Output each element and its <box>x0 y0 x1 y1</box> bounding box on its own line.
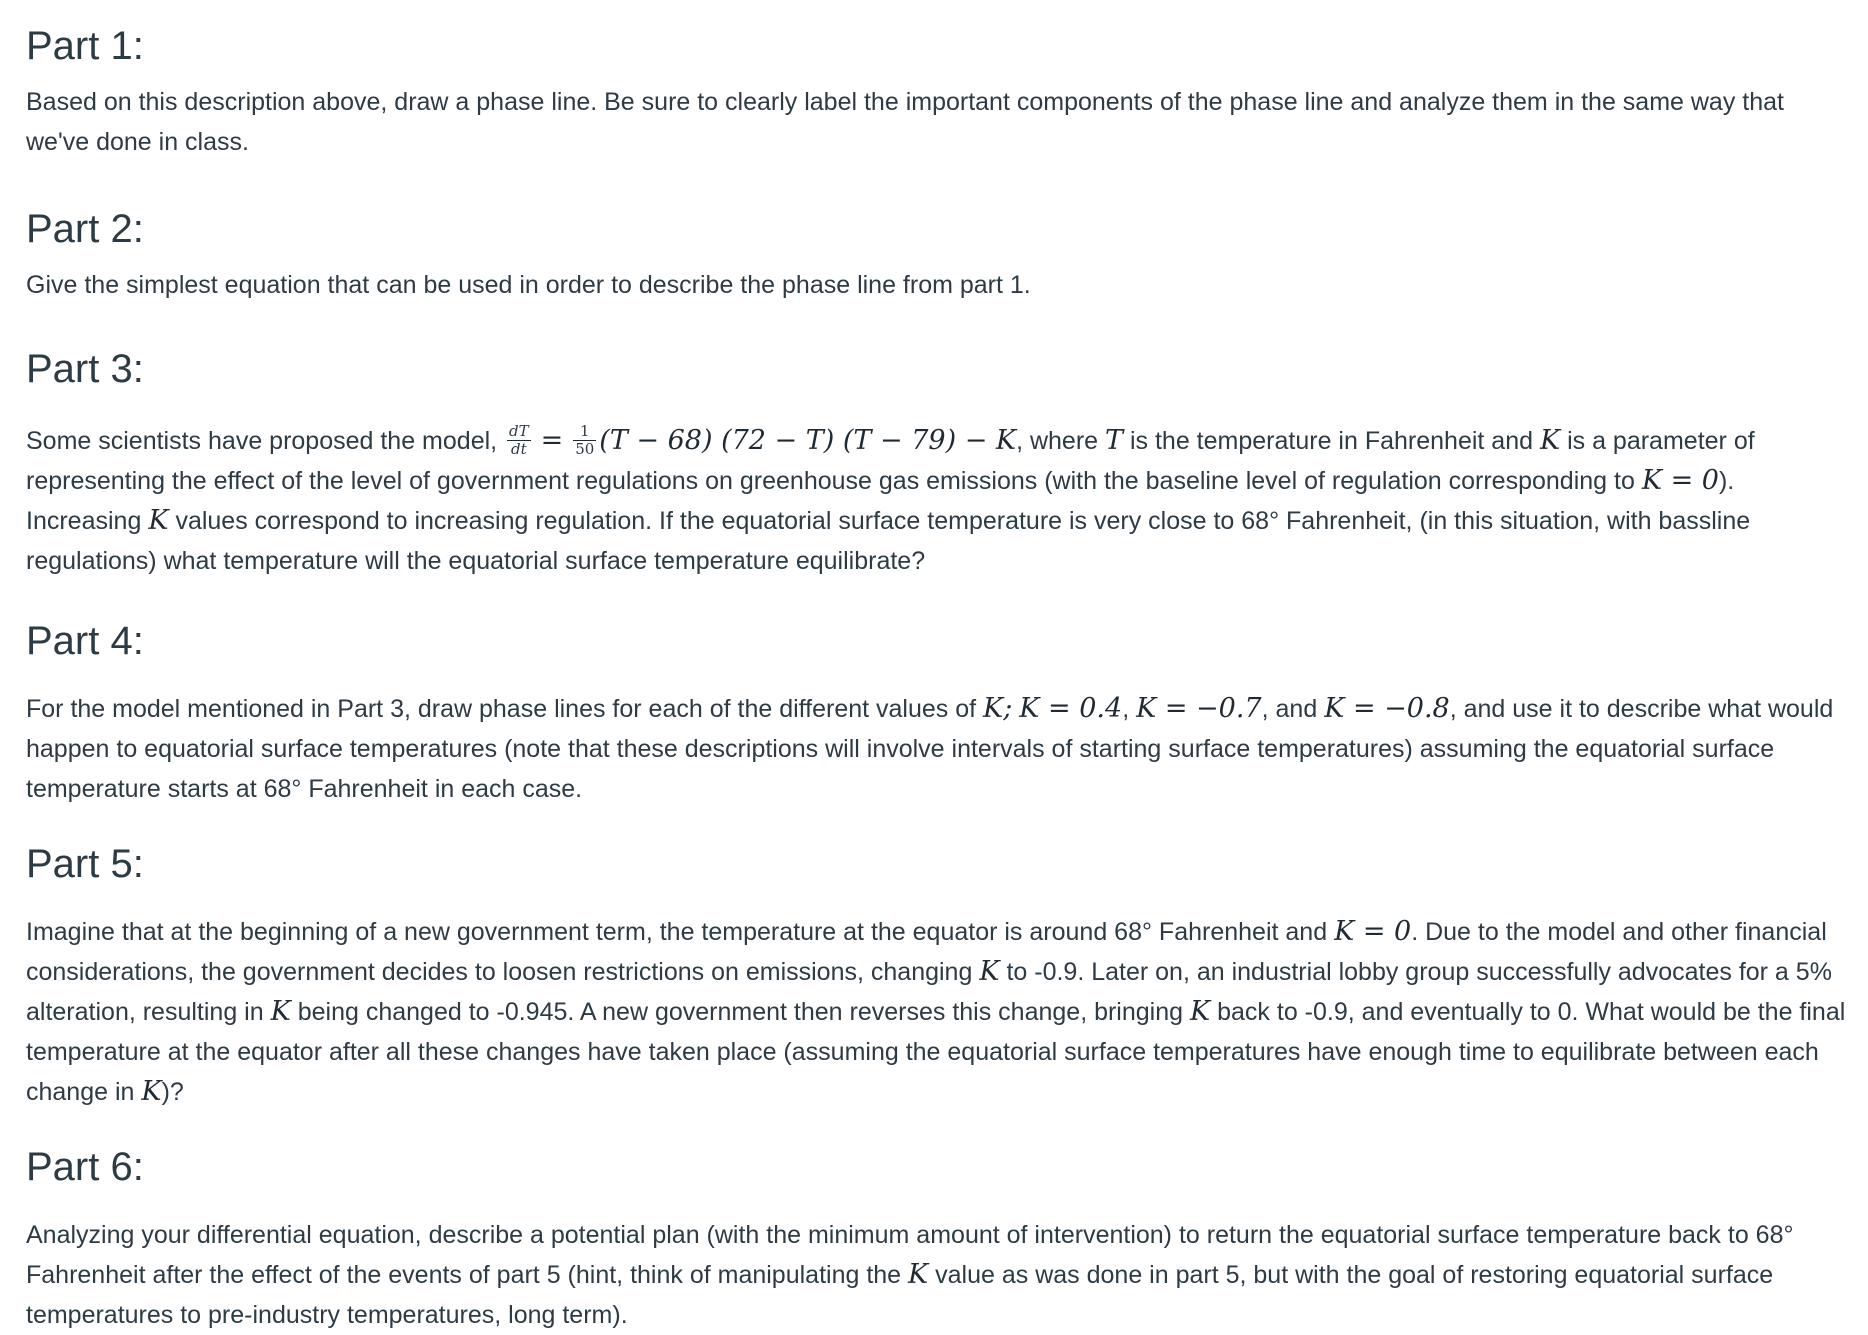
part-3-mid3: ). Increasing <box>26 467 1735 535</box>
part-5-s2: . Due to the model and other financial considerations, the government decides to loosen restrictions on emissions, changing <box>26 918 1827 986</box>
part-4-intro: For the model mentioned in Part 3, draw phase lines for each of the different values of <box>26 695 977 723</box>
variable-K-part5-b: K <box>270 996 291 1027</box>
part-5-section <box>26 840 1856 1107</box>
variable-K-part5-d: K <box>141 1076 162 1107</box>
part-1-text: Based on this description above, draw a phase line. Be sure to clearly label the important components of the phase line and analyze them in the same way that we've done in class. <box>26 88 1784 156</box>
part-4-text <box>26 689 1856 809</box>
part-5-s3: to -0.9. Later on, an industrial lobby group successfully advocates for a 5% alteration, resulting in <box>26 958 1832 1026</box>
part-5-title: Part 5: <box>26 842 144 886</box>
frac-50-denominator: 50 <box>575 439 595 458</box>
part-4-title: Part 4: <box>26 619 144 663</box>
variable-K-part5-c: K <box>1190 996 1211 1027</box>
frac-dT-numerator: dT <box>509 421 529 440</box>
part-1-section <box>26 22 1856 156</box>
k-value-2: K = −0.7 <box>1136 693 1262 724</box>
part-5-s6: )? <box>161 1078 184 1106</box>
part-3-intro: Some scientists have proposed the model, <box>26 427 498 455</box>
part-6-text <box>26 1215 1846 1335</box>
part-4-sep2: , and <box>1261 695 1318 723</box>
part-4-rest: , and use it to describe what would happen to equatorial surface temperatures (note that these descriptions will involve intervals of starting surface temperatures) assuming the equatorial surface temperature starts at 68° Fahrenheit in each case. <box>26 695 1834 803</box>
part-3-after-model: , where <box>1016 427 1099 455</box>
part-5-s4: being changed to -0.945. A new government then reverses this change, bringing <box>297 998 1184 1026</box>
part-2-text: Give the simplest equation that can be used in order to describe the phase line from part 1. <box>26 271 1031 299</box>
k-value-1: K = 0.4 <box>1019 693 1123 724</box>
part-3-text <box>26 421 1856 581</box>
part-3-section <box>26 345 1856 575</box>
part-5-text <box>26 912 1846 1112</box>
part-6-title: Part 6: <box>26 1145 144 1189</box>
frac-1-numerator: 1 <box>573 424 596 441</box>
part-3-title: Part 3: <box>26 347 144 391</box>
one-fiftieth-fraction <box>573 421 596 458</box>
part-6-s2: value as was done in part 5, but with the goal of restoring equatorial surface temperatures to pre-industry temperatures, long term). <box>26 1261 1774 1329</box>
part-4-sep1: , <box>1122 695 1130 723</box>
part-1-title: Part 1: <box>26 24 144 68</box>
frac-dt-denominator: dt <box>511 439 527 458</box>
variable-K: K <box>1539 425 1561 456</box>
part-3-mid1: is the temperature in Fahrenheit and <box>1129 427 1533 455</box>
variable-T: T <box>1105 425 1124 456</box>
dT-dt-fraction <box>507 421 531 458</box>
part-3-mid2: is a parameter of representing the effect of the level of government regulations on greenhouse gas emissions (with the baseline level of regulation corresponding to <box>26 427 1755 495</box>
part-2-title: Part 2: <box>26 207 144 251</box>
part-5-s1: Imagine that at the beginning of a new government term, the temperature at the equator is around 68° Fahrenheit and <box>26 918 1328 946</box>
part-5-s5: back to -0.9, and eventually to 0. What would be the final temperature at the equator after all these changes have taken place (assuming the equatorial surface temperatures have enough time to equilibrate between each change in <box>26 998 1846 1106</box>
k-equals-zero: K = 0 <box>1641 465 1719 496</box>
variable-K-2: K <box>148 505 169 536</box>
part-6-s1: Analyzing your differential equation, describe a potential plan (with the minimum amount of intervention) to return the equatorial surface temperature back to 68° Fahrenheit after the effect of the events of part 5 (hint, think of manipulating the <box>26 1221 1794 1289</box>
k-value-3: K = −0.8 <box>1324 693 1450 724</box>
k-equals-zero-part5: K = 0 <box>1334 916 1412 947</box>
equals-sign: = <box>540 425 564 456</box>
part-3-mid4: values correspond to increasing regulation. If the equatorial surface temperature is very close to 68° Fahrenheit, (in this situation, with bassline regulations) what temperature will the equatorial surface temperature equilibrate? <box>26 507 1751 575</box>
k-semicolon: K; <box>983 693 1013 724</box>
model-expression: (T − 68) (72 − T) (T − 79) − K <box>599 425 1017 456</box>
part-2-section <box>26 205 1856 299</box>
variable-K-part5-a: K <box>979 956 1000 987</box>
part-6-section <box>26 1143 1856 1329</box>
variable-K-part6: K <box>908 1259 929 1290</box>
part-4-section <box>26 617 1856 803</box>
